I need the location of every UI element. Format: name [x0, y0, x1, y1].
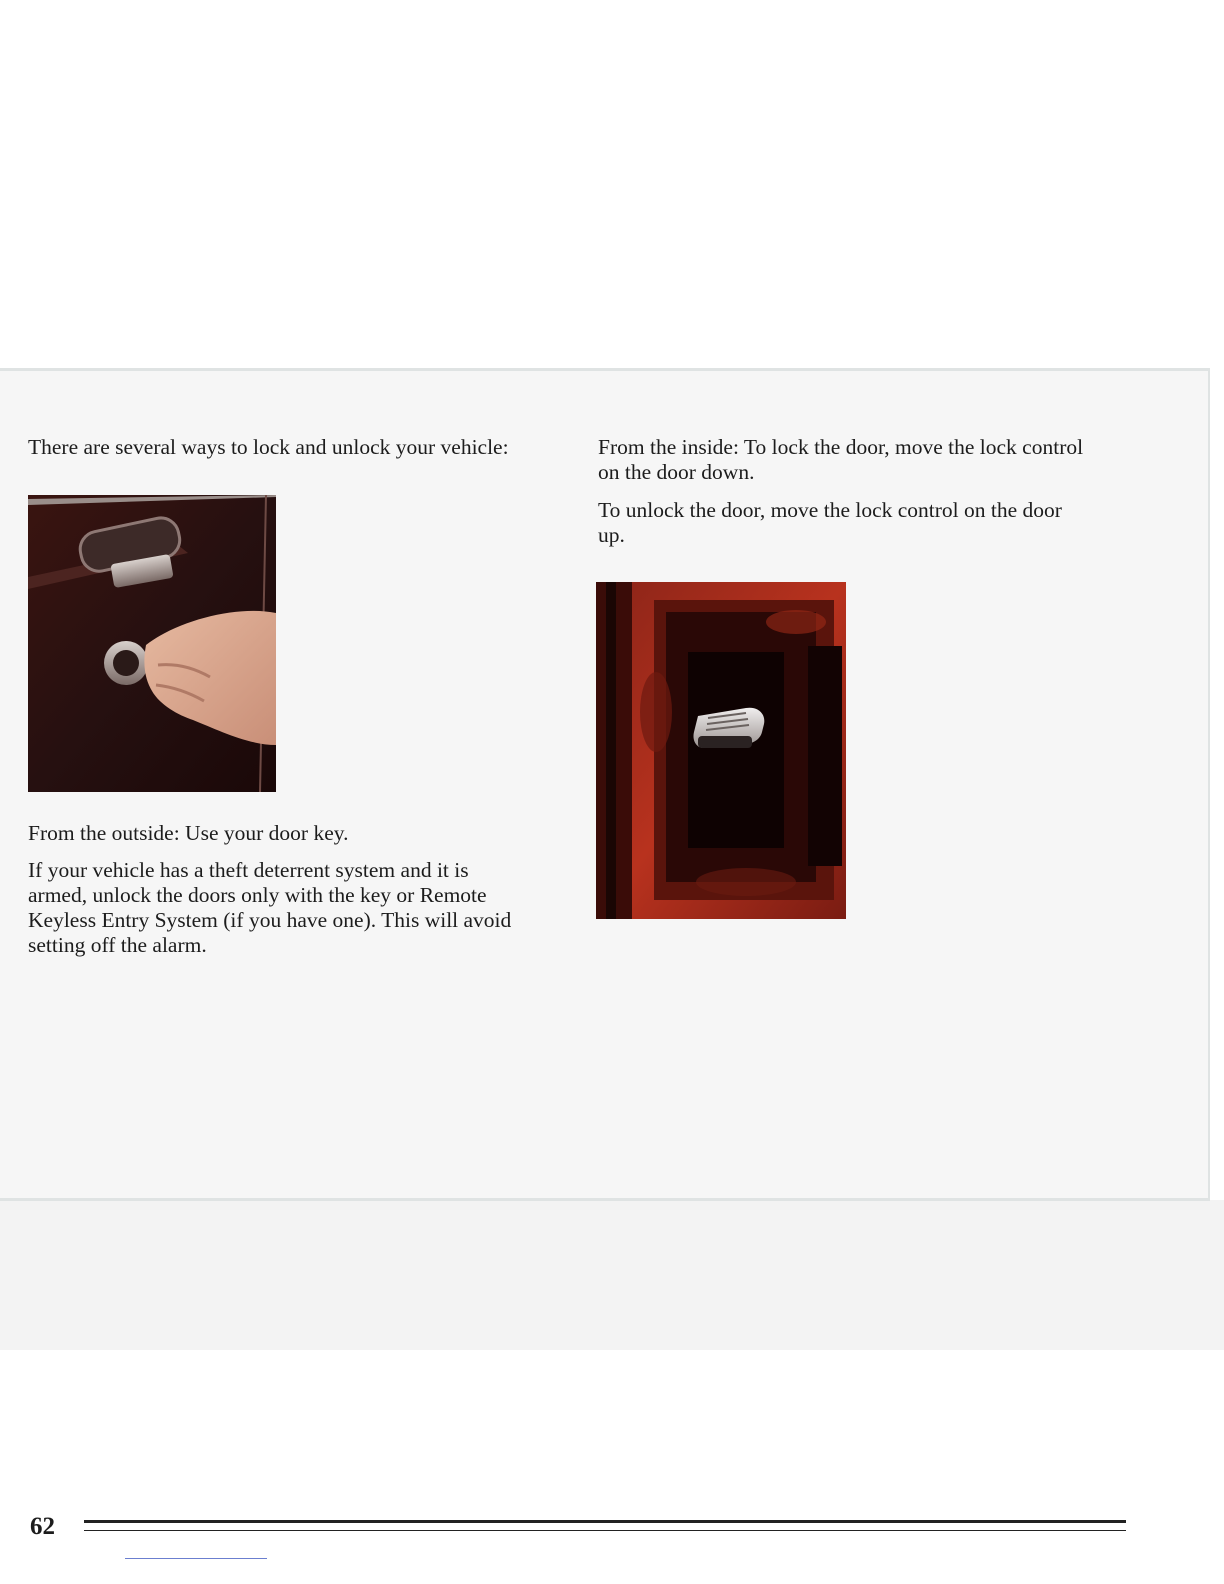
outside-caption: From the outside: Use your door key. — [28, 821, 349, 845]
inside-unlock-text — [598, 498, 1188, 548]
theft-note-line: setting off the alarm. — [28, 933, 207, 957]
inside-unlock-line: up. — [598, 523, 625, 547]
inside-unlock-line: To unlock the door, move the lock control on the door — [598, 498, 1062, 522]
page-bottom-band — [0, 1200, 1224, 1350]
door-key-photo — [28, 495, 276, 792]
intro-text: There are several ways to lock and unlock your vehicle: — [28, 435, 509, 459]
page-number: 62 — [30, 1513, 55, 1540]
theft-deterrent-note — [28, 858, 588, 958]
theft-note-line: If your vehicle has a theft deterrent system and it is — [28, 858, 469, 882]
inside-lock-line: From the inside: To lock the door, move the lock control — [598, 435, 1084, 459]
footer-rule-thick — [84, 1520, 1126, 1523]
footer-rule-thin — [84, 1530, 1126, 1531]
theft-note-line: Keyless Entry System (if you have one). This will avoid — [28, 908, 512, 932]
inside-lock-line: on the door down. — [598, 460, 755, 484]
interior-lock-control-photo — [596, 582, 846, 919]
manual-page — [0, 368, 1210, 1540]
theft-note-line: armed, unlock the doors only with the key or Remote — [28, 883, 487, 907]
inside-lock-text — [598, 435, 1188, 485]
footer-underline — [125, 1558, 267, 1559]
